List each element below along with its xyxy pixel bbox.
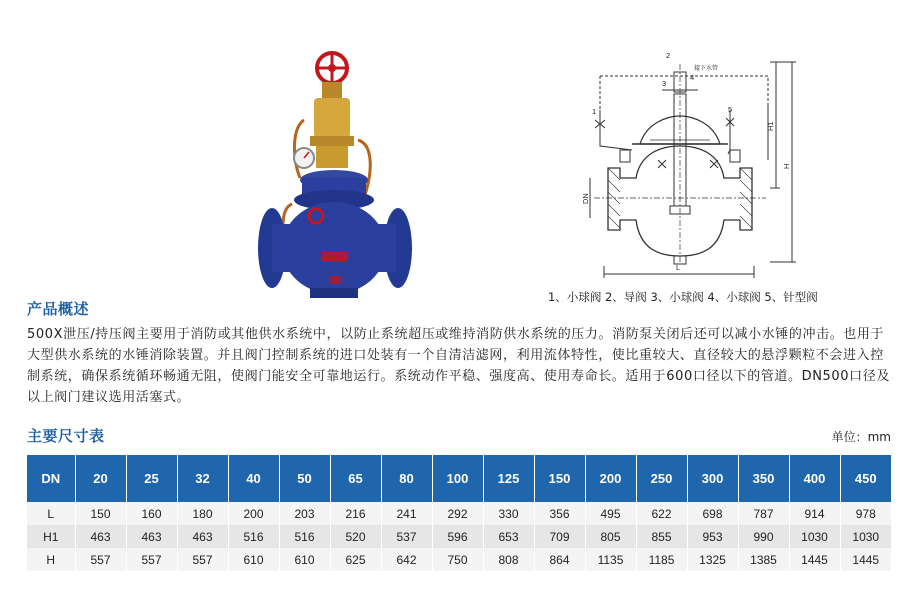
unit-label: 单位：mm	[831, 430, 891, 444]
header-cell: 50	[279, 455, 330, 502]
header-cell: 40	[228, 455, 279, 502]
table-cell: 1325	[687, 548, 738, 571]
table-cell: 1030	[789, 525, 840, 548]
table-cell: 463	[126, 525, 177, 548]
table-cell: 150	[75, 502, 126, 525]
table-cell: 625	[330, 548, 381, 571]
header-cell: 100	[432, 455, 483, 502]
valve-product-photo	[252, 48, 414, 302]
table-row	[27, 502, 891, 525]
table-cell: 653	[483, 525, 534, 548]
diagram-label-2: 2	[666, 51, 671, 60]
dimensions-title: 主要尺寸表	[27, 427, 105, 445]
table-cell: 864	[534, 548, 585, 571]
diagram-label-3: 3	[662, 79, 667, 88]
table-cell: L	[27, 502, 75, 525]
dimensions-table	[27, 455, 891, 571]
header-cell: 25	[126, 455, 177, 502]
header-cell: 200	[585, 455, 636, 502]
header-cell: 80	[381, 455, 432, 502]
table-cell: 596	[432, 525, 483, 548]
table-cell: 750	[432, 548, 483, 571]
table-cell: 495	[585, 502, 636, 525]
header-cell: 300	[687, 455, 738, 502]
table-cell: 709	[534, 525, 585, 548]
table-cell: 622	[636, 502, 687, 525]
diagram-label-1: 1	[592, 107, 597, 116]
table-cell: 356	[534, 502, 585, 525]
table-cell: 787	[738, 502, 789, 525]
table-cell: 292	[432, 502, 483, 525]
table-cell: 953	[687, 525, 738, 548]
header-cell: 250	[636, 455, 687, 502]
table-cell: 203	[279, 502, 330, 525]
diagram-label-h: H	[782, 163, 791, 169]
diagram-label-5: 5	[728, 105, 733, 114]
table-cell: 610	[279, 548, 330, 571]
header-cell: 125	[483, 455, 534, 502]
diagram-label-pipe: 接下水管	[694, 66, 719, 72]
table-cell: 1445	[840, 548, 891, 571]
table-row	[27, 548, 891, 571]
table-cell: 180	[177, 502, 228, 525]
header-cell: 65	[330, 455, 381, 502]
diagram-label-l: L	[676, 263, 681, 272]
table-cell: 1385	[738, 548, 789, 571]
header-cell: 450	[840, 455, 891, 502]
table-header-row	[27, 455, 891, 502]
table-cell: 1445	[789, 548, 840, 571]
table-cell: 805	[585, 525, 636, 548]
diagram-label-h1: H1	[766, 121, 775, 131]
table-cell: 537	[381, 525, 432, 548]
diagram-label-dn: DN	[581, 193, 590, 204]
handwheel-icon	[317, 53, 347, 83]
table-cell: 516	[228, 525, 279, 548]
header-cell: 400	[789, 455, 840, 502]
table-cell: 855	[636, 525, 687, 548]
header-cell: DN	[27, 455, 75, 502]
table-cell: 463	[177, 525, 228, 548]
table-cell: 330	[483, 502, 534, 525]
table-cell: 516	[279, 525, 330, 548]
table-cell: 914	[789, 502, 840, 525]
table-cell: 978	[840, 502, 891, 525]
overview-text: 500X泄压/持压阀主要用于消防或其他供水系统中，以防止系统超压或维持消防供水系统的压力。消防泵关闭后还可以减小水锤的冲击。也用于大型供水系统的水锤消除装置。并且阀门控制系统的进口处装有一个自清洁滤网，利用流体特性，使比重较大、直径较大的悬浮颗粒不会进入控制系统，确保系统循环畅通无阻，使阀门能安全可靠地运行。系统动作平稳、强度高、使用寿命长。适用于600口径以下的管道。DN500口径及以上阀门建议选用活塞式。	[27, 327, 890, 405]
table-cell: 520	[330, 525, 381, 548]
table-cell: 698	[687, 502, 738, 525]
table-cell: 990	[738, 525, 789, 548]
diagram-legend: 1、小球阀 2、导阀 3、小球阀 4、小球阀 5、针型阀	[548, 290, 818, 304]
table-row	[27, 525, 891, 548]
table-cell: 1135	[585, 548, 636, 571]
table-cell: 241	[381, 502, 432, 525]
header-cell: 32	[177, 455, 228, 502]
diagram-label-4: 4	[690, 73, 695, 82]
table-cell: 200	[228, 502, 279, 525]
pressure-gauge-icon	[294, 148, 314, 168]
table-cell: H1	[27, 525, 75, 548]
table-cell: 216	[330, 502, 381, 525]
table-cell: 557	[126, 548, 177, 571]
table-cell: 808	[483, 548, 534, 571]
table-cell: 463	[75, 525, 126, 548]
header-cell: 20	[75, 455, 126, 502]
table-cell: 160	[126, 502, 177, 525]
table-cell: 1030	[840, 525, 891, 548]
table-cell: 642	[381, 548, 432, 571]
header-cell: 150	[534, 455, 585, 502]
overview-title: 产品概述	[27, 300, 90, 318]
table-cell: 557	[75, 548, 126, 571]
header-cell: 350	[738, 455, 789, 502]
table-cell: H	[27, 548, 75, 571]
table-cell: 557	[177, 548, 228, 571]
table-cell: 610	[228, 548, 279, 571]
table-cell: 1185	[636, 548, 687, 571]
valve-technical-drawing	[570, 50, 810, 282]
